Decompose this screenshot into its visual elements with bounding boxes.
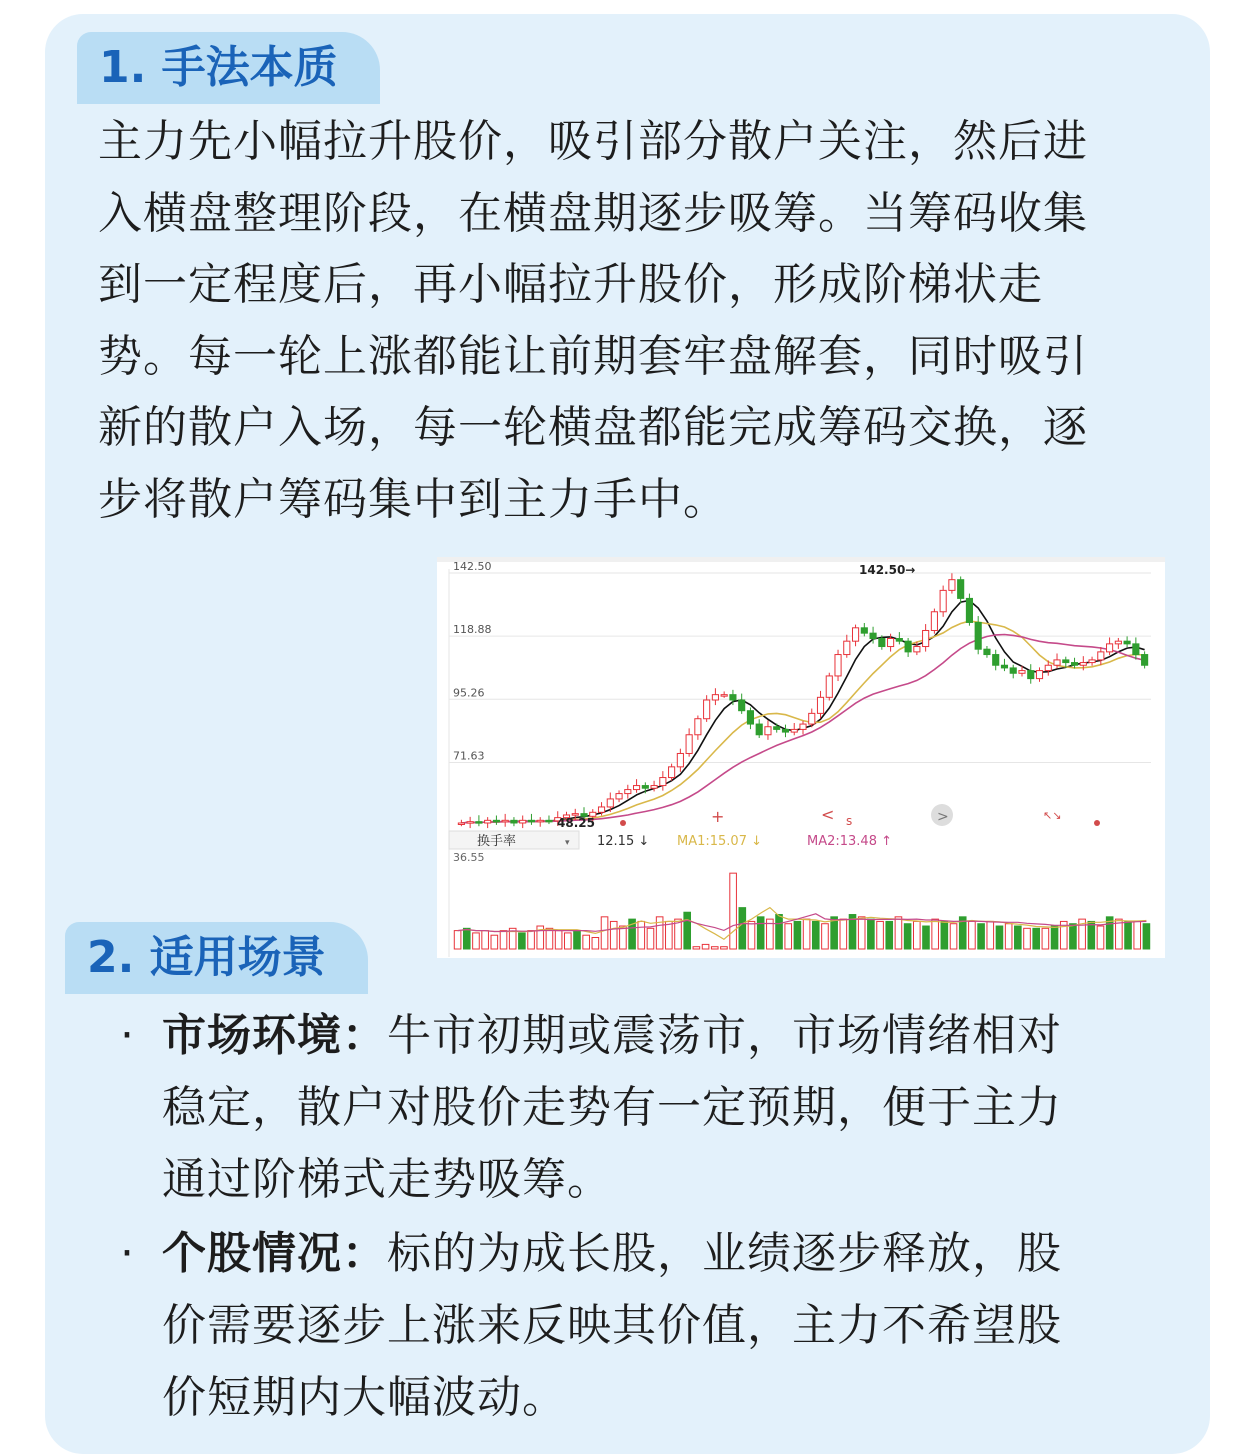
next-icon[interactable]: > [937, 809, 949, 825]
record-dot-icon [1094, 820, 1100, 826]
candle-body [695, 719, 701, 735]
bullet-text-line: 标的为成长股，业绩逐步释放，股 [387, 1228, 1062, 1279]
volume-bar [978, 924, 985, 949]
candle-body [712, 695, 718, 700]
candle-body [958, 580, 964, 599]
candle-body [1063, 660, 1069, 663]
volume-bar [1015, 926, 1022, 949]
candle-body [660, 778, 666, 786]
volume-bar [638, 921, 645, 949]
candle-body [914, 647, 920, 652]
stock-chart-image [437, 557, 1165, 958]
volume-bar [969, 921, 976, 949]
expand-icon[interactable]: ↖↘ [1043, 809, 1062, 822]
volume-bar [711, 947, 718, 949]
volume-value: 12.15 ↓ [597, 834, 650, 849]
volume-bar [454, 931, 461, 949]
candle-body [1001, 665, 1007, 668]
candle-body [677, 753, 683, 766]
candle-body [1045, 665, 1051, 670]
volume-bar [886, 921, 893, 949]
volume-bar [610, 921, 617, 949]
volume-bar [546, 928, 553, 949]
volume-bar [1024, 928, 1031, 949]
candle-body [747, 711, 753, 724]
plus-icon[interactable]: + [711, 807, 725, 826]
bullet-text-line: 价需要逐步上涨来反映其价值，主力不希望股 [162, 1300, 1062, 1351]
volume-bar [473, 933, 480, 949]
candle-body [1133, 644, 1139, 655]
volume-bar [555, 931, 562, 949]
volume-bar [620, 926, 627, 949]
high-price-label: 142.50→ [859, 563, 916, 577]
volume-bar [463, 928, 470, 949]
volume-bar [776, 915, 783, 949]
volume-bar [601, 917, 608, 949]
volume-bar [840, 919, 847, 949]
volume-bar [895, 917, 902, 949]
candle-body [852, 628, 858, 641]
candle-body [1036, 671, 1042, 679]
low-price-label: 48.25 [557, 816, 595, 830]
volume-bar [1097, 926, 1104, 949]
volume-bar [592, 938, 599, 949]
volume-bar [1070, 924, 1077, 949]
bullet-label: 个股情况： [162, 1228, 387, 1279]
volume-bar [757, 917, 764, 949]
volume-bar [491, 935, 498, 949]
volume-bar [831, 917, 838, 949]
record-dot-icon-left [620, 820, 626, 826]
volume-bar [868, 919, 875, 949]
candle-body [511, 820, 517, 823]
candle-body [949, 580, 955, 591]
volume-bar [987, 921, 994, 949]
volume-bar [923, 926, 930, 949]
bullet-stock-situation [120, 1218, 1150, 1434]
price-tick-label: 71.63 [453, 749, 485, 763]
bullet-label: 市场环境： [162, 1010, 387, 1061]
candle-body [458, 823, 464, 825]
volume-bar [1005, 924, 1012, 949]
volume-bar [666, 921, 673, 949]
candle-body [923, 630, 929, 646]
candle-body [800, 724, 806, 729]
candle-body [1010, 668, 1016, 673]
volume-bar [583, 935, 590, 949]
candle-body [1028, 671, 1034, 679]
bullet-text-line: 稳定，散户对股价走势有一定预期，便于主力 [162, 1082, 1062, 1133]
bullet-text-line: 通过阶梯式走势吸筹。 [162, 1154, 612, 1205]
paragraph-line: 新的散户入场，每一轮横盘都能完成筹码交换，逐 [98, 402, 1088, 453]
candle-body [835, 655, 841, 676]
candle-body [782, 729, 788, 732]
candle-body [598, 807, 604, 812]
candle-body [686, 735, 692, 754]
volume-bar [528, 931, 535, 949]
candle-body [1080, 663, 1086, 666]
candle-body [616, 794, 622, 799]
bullet-market-environment [120, 1000, 1150, 1216]
candle-body [520, 820, 526, 823]
candle-body [730, 695, 736, 700]
candle-body [966, 598, 972, 622]
candle-body [485, 820, 491, 823]
candle-body [1124, 641, 1130, 644]
volume-bar [904, 924, 911, 949]
candle-body [537, 820, 543, 822]
price-tick-label: 118.88 [453, 623, 492, 637]
candle-body [607, 799, 613, 807]
volume-bar [574, 931, 581, 949]
volume-bar [739, 908, 746, 949]
section-1-paragraph [98, 106, 1148, 535]
volume-bar [877, 921, 884, 949]
candle-body [1071, 663, 1077, 666]
paragraph-line: 到一定程度后，再小幅拉升股价，形成阶梯状走 [98, 259, 1043, 310]
candle-body [1142, 655, 1148, 666]
candle-body [975, 622, 981, 649]
volume-bar [564, 933, 571, 949]
candle-body [642, 786, 648, 789]
candle-body [721, 695, 727, 697]
paragraph-line: 入横盘整理阶段，在横盘期逐步吸筹。当筹码收集 [98, 187, 1088, 239]
candle-body [493, 820, 499, 822]
ma1-label: MA1:15.07 ↓ [677, 834, 763, 849]
section-2-heading: 2. 适用场景 [65, 922, 368, 994]
candle-body [572, 814, 578, 816]
candle-body [1115, 641, 1121, 644]
volume-bar [812, 921, 819, 949]
candle-body [669, 767, 675, 778]
volume-bar [913, 921, 920, 949]
volume-bar [950, 924, 957, 949]
candle-body [791, 729, 797, 732]
candle-body [1054, 660, 1060, 665]
volume-bar [794, 921, 801, 949]
section-1-heading: 1. 手法本质 [77, 32, 380, 104]
volume-indicator-select[interactable]: 换手率 [477, 834, 517, 849]
volume-bar [941, 921, 948, 949]
candle-body [870, 633, 876, 638]
candle-body [625, 790, 631, 794]
volume-bar [482, 931, 489, 949]
candle-body [817, 697, 823, 713]
bullet-text-line: 价短期内大幅波动。 [162, 1372, 567, 1423]
volume-bar [785, 924, 792, 949]
candle-body [905, 641, 911, 652]
volume-bar [996, 926, 1003, 949]
bullet-dot: · [120, 1010, 135, 1061]
back-icon[interactable]: < [821, 805, 835, 824]
volume-bar [822, 924, 829, 949]
candle-body [984, 649, 990, 654]
candle-body [704, 700, 710, 719]
volume-bar [684, 912, 691, 949]
volume-bar [858, 917, 865, 949]
candle-body [888, 639, 894, 647]
volume-bar [500, 931, 507, 949]
candle-body [651, 786, 657, 789]
price-tick-label: 142.50 [453, 560, 492, 573]
volume-max-label: 36.55 [453, 851, 485, 864]
candle-body [826, 676, 832, 697]
volume-bar [748, 921, 755, 949]
candle-body [502, 820, 508, 822]
candle-body [756, 724, 762, 735]
volume-bar [1051, 926, 1058, 949]
candle-body [1107, 644, 1113, 652]
candle-body [476, 822, 482, 824]
volume-bar [1125, 921, 1132, 949]
candle-body [634, 786, 640, 790]
volume-bar [693, 947, 700, 949]
volume-bar [730, 873, 737, 949]
ma2-label: MA2:13.48 ↑ [807, 834, 893, 849]
candle-body [774, 727, 780, 730]
volume-bar [1042, 928, 1049, 949]
paragraph-line: 步将散户筹码集中到主力手中。 [98, 473, 728, 525]
candle-body [879, 639, 885, 647]
candle-body [896, 639, 902, 642]
bullet-text-line: 牛市初期或震荡市，市场情绪相对 [387, 1010, 1062, 1061]
candle-body [993, 655, 999, 666]
candle-body [809, 713, 815, 724]
candle-body [1089, 660, 1095, 663]
candlestick-chart [437, 557, 1165, 958]
candle-body [1098, 652, 1104, 660]
candle-body [940, 590, 946, 611]
volume-bar [519, 933, 526, 949]
volume-bar [702, 944, 709, 949]
volume-bar [1134, 921, 1141, 949]
candle-body [861, 628, 867, 633]
paragraph-line: 势。每一轮上涨都能让前期套牢盘解套，同时吸引 [98, 330, 1088, 382]
volume-bar [932, 919, 939, 949]
volume-bar [1143, 924, 1150, 949]
candle-body [546, 820, 552, 822]
s-icon[interactable]: s [846, 814, 853, 828]
candle-body [931, 612, 937, 631]
candle-body [765, 727, 771, 735]
candle-body [528, 820, 534, 822]
volume-bar [1088, 921, 1095, 949]
volume-bar [1033, 928, 1040, 949]
volume-bar [647, 928, 654, 949]
candle-body [467, 822, 473, 824]
volume-bar [803, 919, 810, 949]
dropdown-icon: ▾ [565, 838, 570, 848]
bullet-dot: · [120, 1228, 135, 1279]
price-tick-label: 95.26 [453, 686, 485, 700]
paragraph-line: 主力先小幅拉升股价，吸引部分散户关注，然后进 [98, 116, 1088, 167]
volume-bar [721, 947, 728, 949]
candle-body [739, 700, 745, 711]
candle-body [844, 641, 850, 654]
candle-body [1019, 671, 1025, 674]
